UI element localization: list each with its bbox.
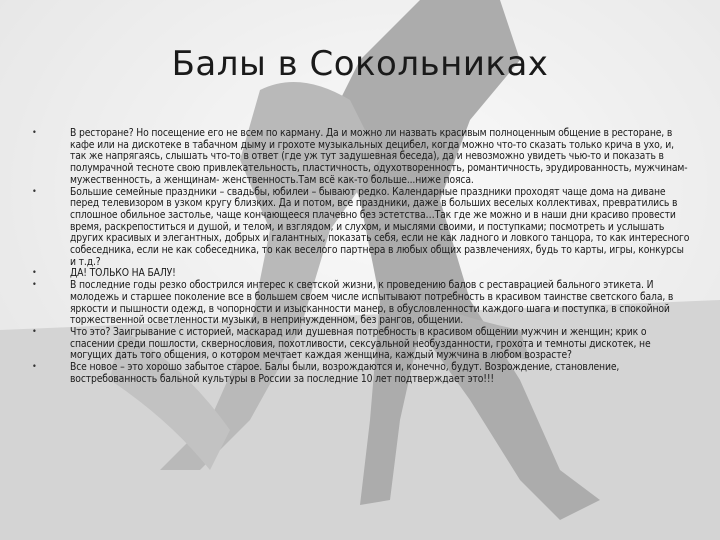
bullet-icon: •: [32, 280, 37, 291]
list-item-text: В последние годы резко обострился интерес к светской жизни, к проведению балов с реставрацией бального этикета. И молодежь и старшее поколение все в большем своем числе испытывают потребность в красивом таинстве светского бала, в яркости и пышности одежд, в чопорности и изысканности манер, в обусловленности каждого шага и поступка, в спокойной торжественной осветленности музыки, в непринужденном, без рангов, общении.: [70, 279, 674, 327]
bullet-icon: •: [32, 186, 37, 197]
list-item-text: Что это? Заигрывание с историей, маскарад или душевная потребность в красивом общении мужчин и женщин; крик о спасении среди пошлости, сквернословия, похотливости, сексуальной необузданности, грохота и темноты дискотек, не могущих дать того общения, о котором мечтает каждая женщина, каждый мужчина в любом возрасте?: [70, 325, 651, 362]
list-item: [30, 362, 690, 385]
list-item-text: Все новое – это хорошо забытое старое. Балы были, возрождаются и, конечно, будут. Возрождение, становление, востребованность бальной культуры в России за последние 10 лет подтверждает это!!!: [70, 361, 620, 385]
list-item-text: ДА! ТОЛЬКО НА БАЛУ!: [70, 267, 176, 280]
bullet-icon: •: [32, 128, 37, 138]
bullet-icon: •: [32, 268, 37, 279]
bullet-list: [30, 128, 690, 385]
bullet-icon: •: [32, 362, 37, 373]
list-item: [30, 327, 690, 362]
list-item-text: Большие семейные праздники – свадьбы, юбилеи – бывают редко. Календарные праздники проходят чаще дома на диване перед телевизором в узком кругу близких. Да и потом, все праздники, даже в больших веселых коллективах, превратились в сплошное обильное застолье, чаще кончающееся плачевно без эстетства…Так где же можно и в наши дни красиво провести время, раскрепоститься и душой, и телом, и взглядом, и слухом, и мыслями своими, и поступками; посмотреть и услышать других красивых и элегантных, добрых и галантных, показать себя, если не как ладного и ловкого танцора, то как интересного собеседника, если не как собеседника, то как веселого партнера в любых общих развлечениях, будь то карты, игры, конкурсы и т.д.?: [70, 185, 690, 268]
list-item: [30, 128, 690, 187]
slide-title: Балы в Сокольниках: [171, 44, 549, 84]
list-item: [30, 187, 690, 269]
list-item-text: В ресторане? Но посещение его не всем по карману. Да и можно ли назвать красивым полноценным общение в ресторане, в кафе или на дискотеке в табачном дыму и грохоте музыкальных децибел, когда можно что-то сказать только крича в ухо, и, так же напрягаясь, слышать что-то в ответ (где уж тут задушевная беседа), да и невозможно увидеть чью-то и показать в полумрачной тесноте свою привлекательность, пластичность, одухотворенность, романтичность, эрудированность, мужчинам- мужественность, а женщинам- женственность.Там всё как-то больше...ниже пояса.: [70, 127, 688, 186]
list-item: [30, 280, 690, 327]
bullet-icon: •: [32, 326, 37, 337]
